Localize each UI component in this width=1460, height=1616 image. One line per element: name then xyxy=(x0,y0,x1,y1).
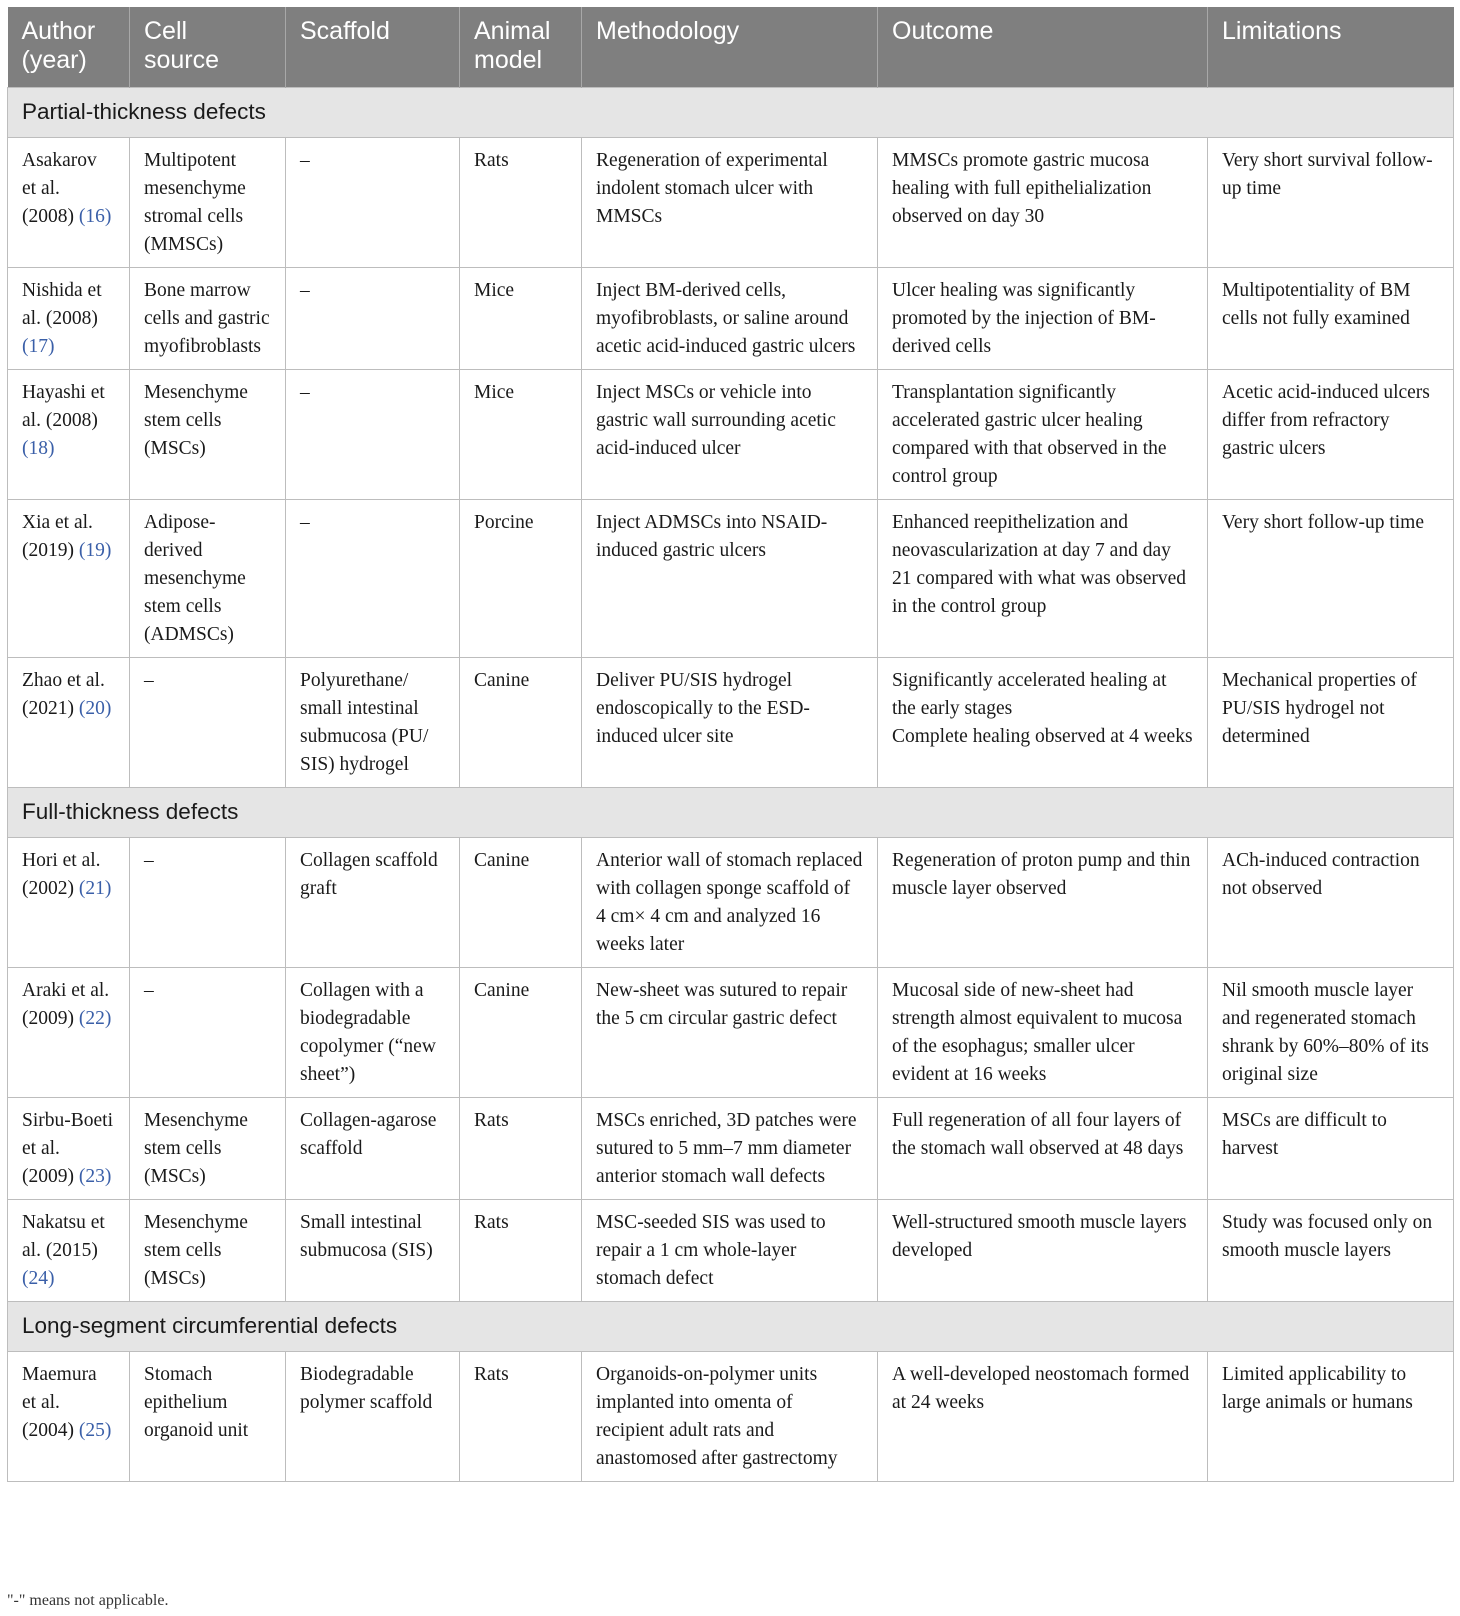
cell-source-cell: Mesenchyme stem cells (MSCs) xyxy=(130,370,286,500)
reference-link[interactable]: (25) xyxy=(78,1420,112,1441)
methodology-cell: Deliver PU/SIS hydrogel endoscopically to the ESD-induced ulcer site xyxy=(582,658,878,788)
reference-link[interactable]: (17) xyxy=(22,336,55,357)
table-row xyxy=(8,268,1454,370)
outcome-cell: Ulcer healing was significantly promoted by the injection of BM-derived cells xyxy=(878,268,1208,370)
limitations-cell: Limited applicability to large animals or humans xyxy=(1208,1352,1454,1482)
author-cell xyxy=(8,138,130,268)
limitations-cell: ACh-induced contraction not observed xyxy=(1208,838,1454,968)
animal-model-cell: Rats xyxy=(460,1200,582,1302)
limitations-cell: Multipotentiality of BM cells not fully examined xyxy=(1208,268,1454,370)
reference-link[interactable]: (22) xyxy=(78,1008,112,1029)
limitations-cell: Study was focused only on smooth muscle layers xyxy=(1208,1200,1454,1302)
outcome-cell: Significantly accelerated healing at the early stages Complete healing observed at 4 weeks xyxy=(878,658,1208,788)
cell-source-cell: Multipotent mesenchyme stromal cells (MMSCs) xyxy=(130,138,286,268)
outcome-cell: Well-structured smooth muscle layers developed xyxy=(878,1200,1208,1302)
animal-model-cell: Mice xyxy=(460,370,582,500)
reference-link[interactable]: (18) xyxy=(22,438,55,459)
limitations-cell: Nil smooth muscle layer and regenerated stomach shrank by 60%–80% of its original size xyxy=(1208,968,1454,1098)
author-text: Nishida et al. (2008) xyxy=(22,280,102,329)
outcome-cell: Regeneration of proton pump and thin muscle layer observed xyxy=(878,838,1208,968)
section-title: Partial-thickness defects xyxy=(8,88,1454,138)
outcome-cell: Enhanced reepithelization and neovascularization at day 7 and day 21 compared with what was observed in the control group xyxy=(878,500,1208,658)
animal-model-cell: Rats xyxy=(460,1098,582,1200)
cell-source-cell: – xyxy=(130,838,286,968)
author-text: Xia et al. (2019) xyxy=(22,512,93,561)
author-cell xyxy=(8,1098,130,1200)
outcome-cell: Full regeneration of all four layers of the stomach wall observed at 48 days xyxy=(878,1098,1208,1200)
cell-source-cell: Stomach epithelium organoid unit xyxy=(130,1352,286,1482)
scaffold-cell: Biodegradable polymer scaffold xyxy=(286,1352,460,1482)
header-row xyxy=(8,7,1454,88)
author-text: Nakatsu et al. (2015) xyxy=(22,1212,105,1261)
methodology-cell: Inject MSCs or vehicle into gastric wall surrounding acetic acid-induced ulcer xyxy=(582,370,878,500)
methodology-cell: Inject ADMSCs into NSAID-induced gastric ulcers xyxy=(582,500,878,658)
methodology-cell: Organoids-on-polymer units implanted into omenta of recipient adult rats and anastomosed after gastrectomy xyxy=(582,1352,878,1482)
scaffold-cell: – xyxy=(286,370,460,500)
table-container xyxy=(7,7,1453,1482)
author-cell xyxy=(8,658,130,788)
animal-model-cell: Canine xyxy=(460,658,582,788)
animal-model-cell: Canine xyxy=(460,968,582,1098)
table-row xyxy=(8,1098,1454,1200)
section-row xyxy=(8,788,1454,838)
header-cell-source: Cell source xyxy=(130,7,286,88)
scaffold-cell: Collagen scaffold graft xyxy=(286,838,460,968)
limitations-cell: Very short follow-up time xyxy=(1208,500,1454,658)
methodology-cell: New-sheet was sutured to repair the 5 cm circular gastric defect xyxy=(582,968,878,1098)
scaffold-cell: Collagen-agarose scaffold xyxy=(286,1098,460,1200)
author-cell xyxy=(8,1200,130,1302)
cell-source-cell: Adipose-derived mesenchyme stem cells (ADMSCs) xyxy=(130,500,286,658)
methodology-cell: MSC-seeded SIS was used to repair a 1 cm whole-layer stomach defect xyxy=(582,1200,878,1302)
cell-source-cell: – xyxy=(130,658,286,788)
reference-link[interactable]: (19) xyxy=(78,540,112,561)
author-text: Asakarov et al. (2008) xyxy=(22,150,97,227)
animal-model-cell: Rats xyxy=(460,1352,582,1482)
outcome-cell: Transplantation significantly accelerated gastric ulcer healing compared with that observed in the control group xyxy=(878,370,1208,500)
scaffold-cell: – xyxy=(286,268,460,370)
table-body xyxy=(8,88,1454,1482)
reference-link[interactable]: (20) xyxy=(78,698,112,719)
outcome-cell: Mucosal side of new-sheet had strength almost equivalent to mucosa of the esophagus; smaller ulcer evident at 16 weeks xyxy=(878,968,1208,1098)
animal-model-cell: Porcine xyxy=(460,500,582,658)
outcome-cell: MMSCs promote gastric mucosa healing with full epithelialization observed on day 30 xyxy=(878,138,1208,268)
author-cell xyxy=(8,968,130,1098)
author-text: Hori et al. (2002) xyxy=(22,850,101,899)
reference-link[interactable]: (21) xyxy=(78,878,112,899)
scaffold-cell: Polyurethane/ small intestinal submucosa (PU/ SIS) hydrogel xyxy=(286,658,460,788)
cell-source-cell: Mesenchyme stem cells (MSCs) xyxy=(130,1098,286,1200)
animal-model-cell: Mice xyxy=(460,268,582,370)
reference-link[interactable]: (23) xyxy=(78,1166,112,1187)
limitations-cell: Very short survival follow-up time xyxy=(1208,138,1454,268)
table-row xyxy=(8,1200,1454,1302)
methodology-cell: Anterior wall of stomach replaced with collagen sponge scaffold of 4 cm× 4 cm and analyzed 16 weeks later xyxy=(582,838,878,968)
table-row xyxy=(8,838,1454,968)
methodology-cell: Inject BM-derived cells, myofibroblasts, or saline around acetic acid-induced gastric ulcers xyxy=(582,268,878,370)
cell-source-cell: Mesenchyme stem cells (MSCs) xyxy=(130,1200,286,1302)
section-row xyxy=(8,1302,1454,1352)
limitations-cell: MSCs are difficult to harvest xyxy=(1208,1098,1454,1200)
limitations-cell: Acetic acid-induced ulcers differ from refractory gastric ulcers xyxy=(1208,370,1454,500)
author-cell xyxy=(8,1352,130,1482)
author-text: Sirbu-Boeti et al. (2009) xyxy=(22,1110,113,1187)
scaffold-cell: – xyxy=(286,500,460,658)
section-title: Long-segment circumferential defects xyxy=(8,1302,1454,1352)
table-row xyxy=(8,138,1454,268)
author-text: Maemura et al. (2004) xyxy=(22,1364,97,1441)
table-row xyxy=(8,968,1454,1098)
author-text: Zhao et al. (2021) xyxy=(22,670,105,719)
methodology-cell: MSCs enriched, 3D patches were sutured to 5 mm–7 mm diameter anterior stomach wall defects xyxy=(582,1098,878,1200)
scaffold-cell: Collagen with a biodegradable copolymer (“new sheet”) xyxy=(286,968,460,1098)
reference-link[interactable]: (24) xyxy=(22,1268,55,1289)
section-row xyxy=(8,88,1454,138)
header-limitations: Limitations xyxy=(1208,7,1454,88)
scaffold-cell: Small intestinal submucosa (SIS) xyxy=(286,1200,460,1302)
author-text: Araki et al. (2009) xyxy=(22,980,110,1029)
cell-source-cell: Bone marrow cells and gastric myofibroblasts xyxy=(130,268,286,370)
studies-table xyxy=(7,7,1454,1482)
scaffold-cell: – xyxy=(286,138,460,268)
author-cell xyxy=(8,500,130,658)
author-cell xyxy=(8,838,130,968)
author-text: Hayashi et al. (2008) xyxy=(22,382,105,431)
header-author: Author (year) xyxy=(8,7,130,88)
table-row xyxy=(8,370,1454,500)
author-cell xyxy=(8,268,130,370)
animal-model-cell: Rats xyxy=(460,138,582,268)
section-title: Full-thickness defects xyxy=(8,788,1454,838)
limitations-cell: Mechanical properties of PU/SIS hydrogel not determined xyxy=(1208,658,1454,788)
header-outcome: Outcome xyxy=(878,7,1208,88)
header-scaffold: Scaffold xyxy=(286,7,460,88)
methodology-cell: Regeneration of experimental indolent stomach ulcer with MMSCs xyxy=(582,138,878,268)
author-cell xyxy=(8,370,130,500)
header-animal-model: Animal model xyxy=(460,7,582,88)
reference-link[interactable]: (16) xyxy=(78,206,112,227)
cell-source-cell: – xyxy=(130,968,286,1098)
table-row xyxy=(8,500,1454,658)
footnote: "-" means not applicable. xyxy=(7,1592,169,1609)
outcome-cell: A well-developed neostomach formed at 24 weeks xyxy=(878,1352,1208,1482)
table-row xyxy=(8,1352,1454,1482)
animal-model-cell: Canine xyxy=(460,838,582,968)
table-row xyxy=(8,658,1454,788)
header-methodology: Methodology xyxy=(582,7,878,88)
